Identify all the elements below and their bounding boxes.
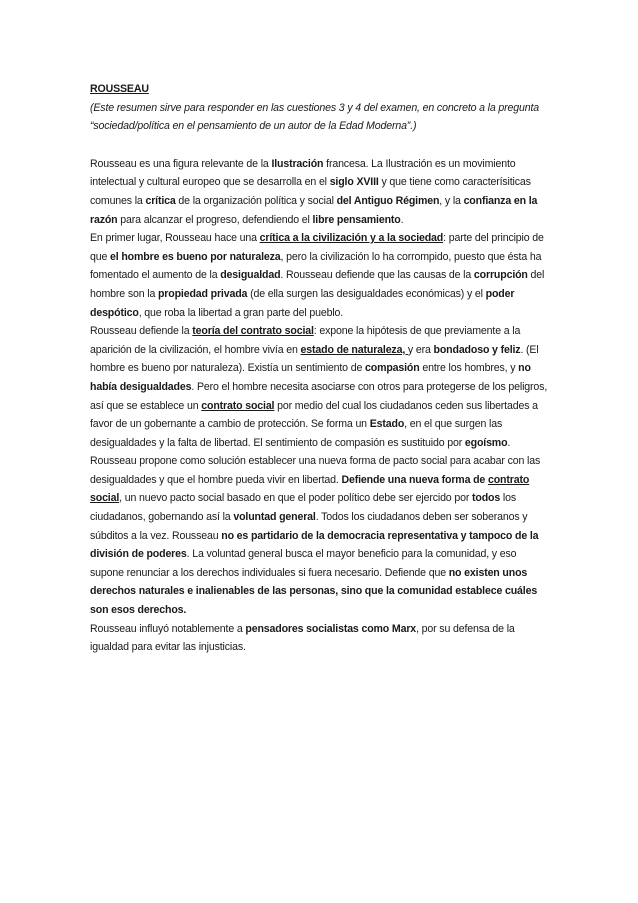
paragraph-gap <box>90 136 550 155</box>
paragraph-contrato-social: Rousseau defiende la teoría del contrato social: expone la hipótesis de que previamente a la aparición de la civilización, el hombre vivía en estado de naturaleza, y era bondadoso y feliz. (El hombre es bueno por naturaleza). Existía un sentimiento de compasión entre los hombres, y no había desigualdades. Pero el hombre necesita asociarse con otros para protegerse de los peligros, así que se establece un contrato social por medio del cual los ciudadanos ceden sus libertades a favor de un gobernante a cambio de protección. Se forma un Estado, en el que surgen las desigualdades y la falta de libertad. El sentimiento de compasión es sustituido por egoísmo. Rousseau propone como solución establecer una nueva forma de pacto social para acabar con las desigualdades y que el hombre pueda vivir en libertad. Defiende una nueva forma de contrato social, un nuevo pacto social basado en que el poder político debe ser ejercido por todos los ciudadanos, gobernando así la voluntad general. Todos los ciudadanos deben ser soberanos y súbditos a la vez. Rousseau no es partidario de la democracia representativa y tampoco de la división de poderes. La voluntad general busca el mayor beneficio para la comunidad, y eso supone renunciar a los derechos individuales si fuera necesario. Defiende que no existen unos derechos naturales e inalienables de las personas, sino que la comunidad establece cuáles son esos derechos. <box>90 325 548 617</box>
document-body <box>90 80 550 657</box>
paragraph-intro: Rousseau es una figura relevante de la Ilustración francesa. La Ilustración es un movimiento intelectual y cultural europeo que se desarrolla en el siglo XVIII y que tiene como caracterísiticas comunes la crítica de la organización política y social del Antiguo Régimen, y la confianza en la razón para alcanzar el progreso, defendiendo el libre pensamiento. <box>90 157 538 226</box>
document-title: ROUSSEAU <box>90 83 149 95</box>
paragraph-influencia: Rousseau influyó notablemente a pensadores socialistas como Marx, por su defensa de la igualdad para evitar las injusticias. <box>90 622 515 654</box>
paragraph-critica: En primer lugar, Rousseau hace una crítica a la civilización y a la sociedad: parte del principio de que el hombre es bueno por naturaleza, pero la civilización lo ha corrompido, puesto que ésta ha fomentado el aumento de la desigualdad. Rousseau defiende que las causas de la corrupción del hombre son la propiedad privada (de ella surgen las desigualdades económicas) y el poder despótico, que roba la libertad a gran parte del pueblo. <box>90 232 545 319</box>
document-subtitle: (Este resumen sirve para responder en las cuestiones 3 y 4 del examen, en concreto a la pregunta “sociedad/política en el pensamiento de un autor de la Edad Moderna”.) <box>90 101 540 133</box>
